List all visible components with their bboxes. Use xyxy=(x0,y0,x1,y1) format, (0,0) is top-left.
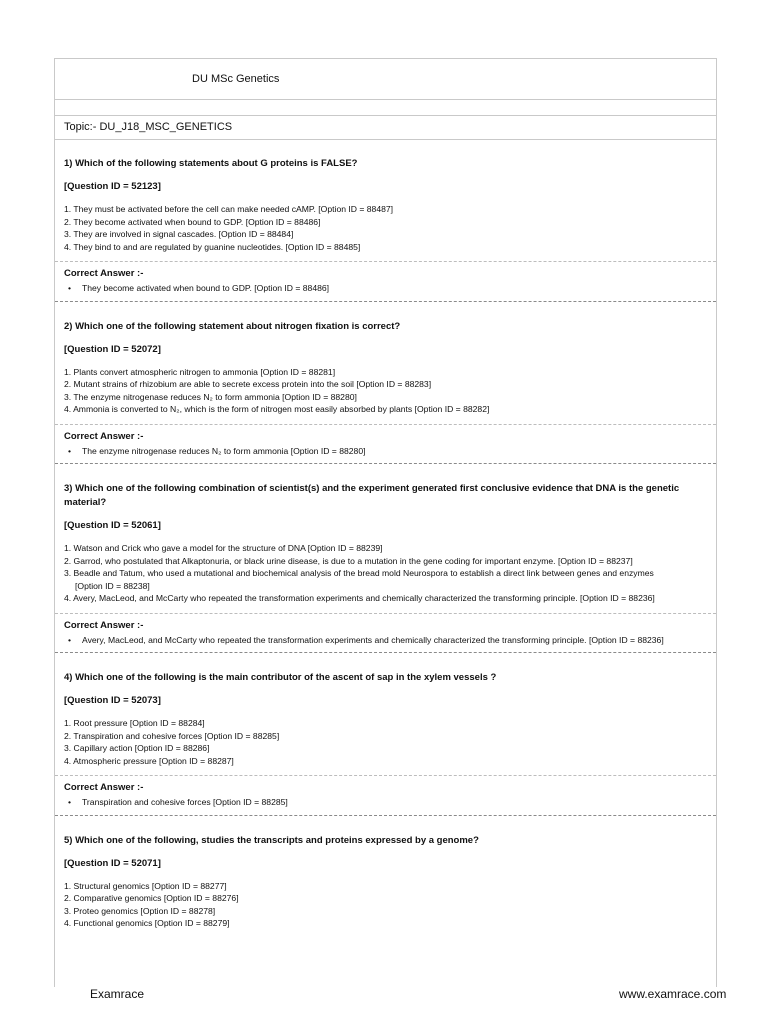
correct-answer-text: Avery, MacLeod, and McCarty who repeated the transformation experiments and chemically characterized the transforming principle. [Option ID = 88236] xyxy=(82,634,664,645)
question-2 xyxy=(55,302,716,465)
option-item: 1. Structural genomics [Option ID = 88277] xyxy=(64,880,227,891)
correct-answer xyxy=(64,796,707,809)
options-list xyxy=(64,542,707,605)
correct-answer-block xyxy=(55,261,716,302)
option-item xyxy=(64,580,707,593)
correct-answer-text: The enzyme nitrogenase reduces N₂ to form ammonia [Option ID = 88280] xyxy=(82,445,366,456)
option-item: 4. Functional genomics [Option ID = 88279] xyxy=(64,918,230,928)
question-1 xyxy=(55,140,716,302)
question-id: [Question ID = 52072] xyxy=(64,343,161,355)
correct-answer-block xyxy=(55,424,716,465)
question-4 xyxy=(55,653,716,816)
option-item: 4. Ammonia is converted to N₂, which is the form of nitrogen most easily absorbed by plants [Option ID = 88282] xyxy=(64,404,490,414)
correct-answer-text: They become activated when bound to GDP. [Option ID = 88486] xyxy=(82,283,330,293)
question-text: 5) Which one of the following, studies the transcripts and proteins expressed by a genome? xyxy=(64,834,479,846)
question-id: [Question ID = 52071] xyxy=(64,857,161,869)
options-list xyxy=(64,203,707,253)
option-item: 3. The enzyme nitrogenase reduces N₂ to form ammonia [Option ID = 88280] xyxy=(64,391,357,402)
option-item: 2. They become activated when bound to GDP. [Option ID = 88486] xyxy=(64,216,321,227)
question-text: 1) Which of the following statements about G proteins is FALSE? xyxy=(64,158,358,169)
paper-title: DU MSc Genetics xyxy=(55,59,716,100)
correct-answer-block xyxy=(55,775,716,816)
option-item: 3. They are involved in signal cascades. [Option ID = 88484] xyxy=(64,229,294,239)
question-paper xyxy=(54,58,717,987)
question-text: 2) Which one of the following statement about nitrogen fixation is correct? xyxy=(64,320,401,332)
option-item: 1. Watson and Crick who gave a model for the structure of DNA [Option ID = 88239] xyxy=(64,543,383,553)
option-item: 2. Mutant strains of rhizobium are able to secrete excess protein into the soil [Option ID = 88283] xyxy=(64,379,432,389)
correct-answer xyxy=(64,445,707,458)
bullet-icon: • xyxy=(68,445,72,456)
correct-answer xyxy=(64,282,707,295)
spacer-row xyxy=(55,100,716,116)
option-item: 1. Plants convert atmospheric nitrogen to ammonia [Option ID = 88281] xyxy=(64,366,336,377)
options-list xyxy=(64,366,707,416)
option-item: 3. Beadle and Tatum, who used a mutational and biochemical analysis of the bread mold Neurospora to establish a direct link between genes and enzymes xyxy=(64,568,654,578)
correct-answer xyxy=(64,634,707,647)
option-item: 3. Capillary action [Option ID = 88286] xyxy=(64,743,210,753)
option-item: 3. Proteo genomics [Option ID = 88278] xyxy=(64,905,216,916)
correct-answer-heading: Correct Answer :- xyxy=(64,782,144,793)
topic-label: Topic:- DU_J18_MSC_GENETICS xyxy=(55,116,716,140)
option-item: 4. Atmospheric pressure [Option ID = 88287] xyxy=(64,755,234,766)
correct-answer-text: Transpiration and cohesive forces [Option ID = 88285] xyxy=(82,797,288,807)
options-list xyxy=(64,717,707,767)
option-item: 2. Comparative genomics [Option ID = 88276] xyxy=(64,893,239,903)
question-id: [Question ID = 52123] xyxy=(64,181,161,192)
question-text: 4) Which one of the following is the main contributor of the ascent of sap in the xylem vessels ? xyxy=(64,672,497,683)
correct-answer-heading: Correct Answer :- xyxy=(64,430,144,442)
option-continuation: [Option ID = 88238] xyxy=(75,580,150,591)
footer-website[interactable]: www.examrace.com xyxy=(619,987,727,1001)
correct-answer-heading: Correct Answer :- xyxy=(64,268,144,279)
correct-answer-heading: Correct Answer :- xyxy=(64,619,144,631)
footer-brand: Examrace xyxy=(90,987,145,1001)
bullet-icon: • xyxy=(68,634,72,645)
option-item: 4. Avery, MacLeod, and McCarty who repeated the transformation experiments and chemically characterized the transforming principle. [Option ID = 88236] xyxy=(64,593,655,603)
question-3 xyxy=(55,464,716,653)
option-item: 2. Transpiration and cohesive forces [Option ID = 88285] xyxy=(64,730,280,741)
option-item: 1. Root pressure [Option ID = 88284] xyxy=(64,718,205,728)
question-id: [Question ID = 52061] xyxy=(64,520,161,531)
bullet-icon: • xyxy=(68,797,72,807)
option-item: 1. They must be activated before the cell can make needed cAMP. [Option ID = 88487] xyxy=(64,204,394,214)
correct-answer-block xyxy=(55,613,716,654)
question-5 xyxy=(55,816,716,930)
question-text: 3) Which one of the following combination of scientist(s) and the experiment generated first conclusive evidence that DNA is the genetic material? xyxy=(64,483,680,508)
option-item: 2. Garrod, who postulated that Alkaptonuria, or black urine disease, is due to a mutation in the gene coding for important enzyme. [Option ID = 88237] xyxy=(64,555,633,566)
bullet-icon: • xyxy=(68,283,72,293)
question-id: [Question ID = 52073] xyxy=(64,695,161,706)
options-list xyxy=(64,880,707,930)
option-item: 4. They bind to and are regulated by guanine nucleotides. [Option ID = 88485] xyxy=(64,241,361,252)
